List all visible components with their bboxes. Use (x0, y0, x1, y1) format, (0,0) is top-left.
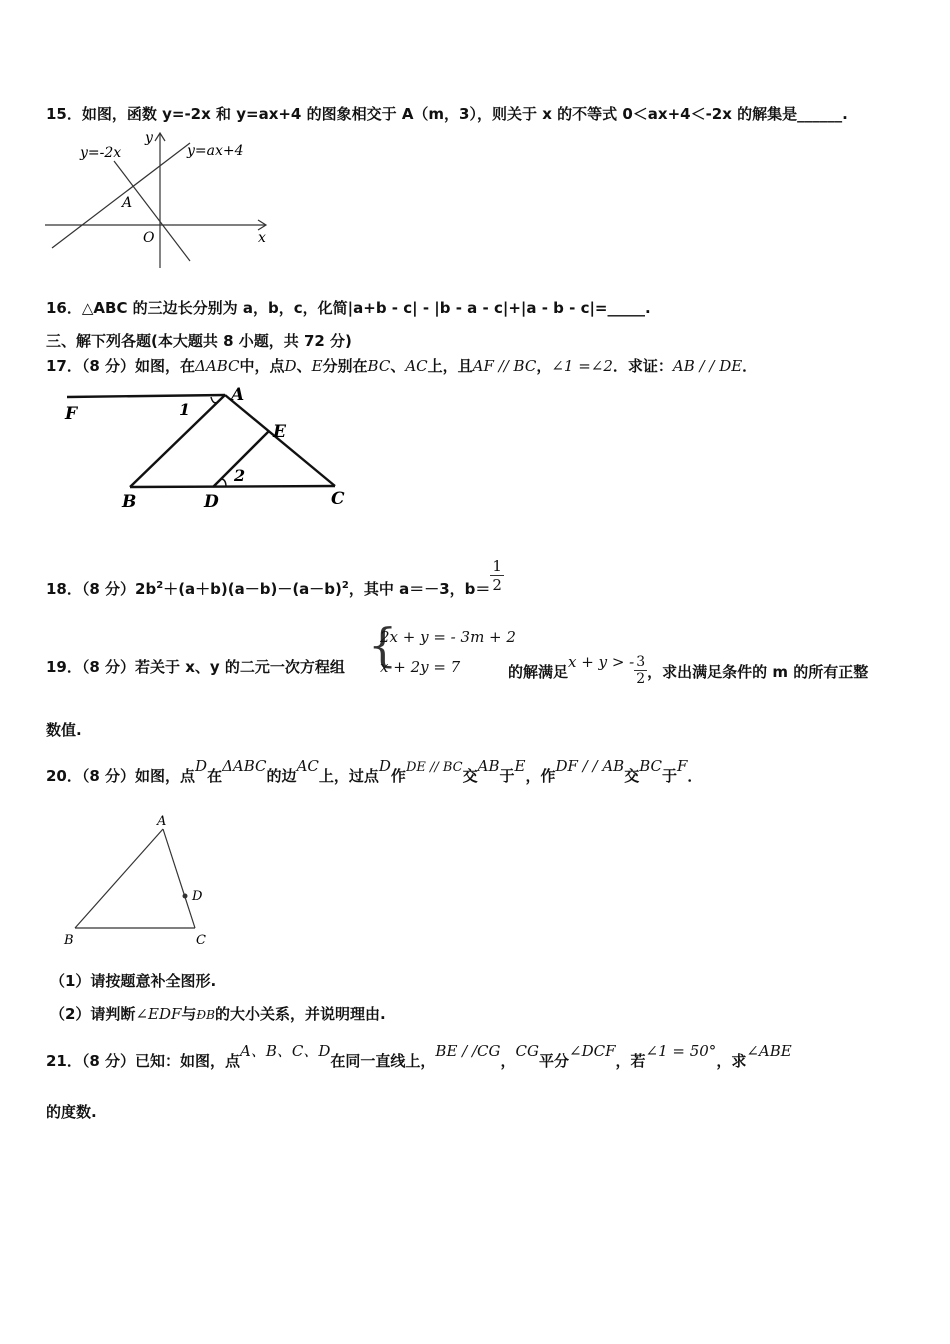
q20-sub2: （2）请判断∠EDF与ÐB的大小关系，并说明理由. (50, 1005, 386, 1023)
svg-text:A: A (231, 385, 245, 405)
label-origin: O (143, 230, 155, 246)
svg-text:F: F (65, 404, 78, 424)
svg-text:D: D (192, 889, 203, 904)
svg-text:C: C (196, 933, 206, 948)
q19-text-3: 数值. (46, 721, 82, 739)
q15-figure (40, 128, 280, 273)
q20-figure (55, 812, 225, 952)
q18-text: 18．（8 分）$2b^2+(a+b)(a-b)-(a-b)^2$，其中 a＝－3，b＝ $\frac{1}{2}$ (46, 557, 502, 598)
q17-text: 17．（8 分）如图，在ΔABC中，点D、E分别在BC、AC上，且AF // BC，∠1 =∠2．求证：AB / / DE． (46, 357, 758, 375)
svg-text:B: B (122, 492, 137, 512)
line-neg2x (114, 161, 190, 261)
svg-text:1: 1 (179, 400, 191, 419)
svg-text:C: C (331, 489, 345, 509)
label-x: x (258, 230, 266, 246)
label-y: y (145, 130, 153, 146)
label-line1: y=-2x (80, 145, 122, 161)
svg-text:E: E (273, 422, 286, 442)
section3-heading: 三、解下列各题(本大题共 8 小题，共 72 分) (46, 332, 352, 350)
q21-text: 21．（8 分）已知：如图，点A、B、C、D在同一直线上，BE / /CG，CG平分∠DCF，若∠1 = 50°，求∠ABE (46, 1042, 792, 1070)
svg-text:B: B (64, 933, 74, 948)
svg-text:D: D (204, 492, 219, 512)
q20-sub1: （1）请按题意补全图形. (50, 972, 217, 990)
q21-text-2: 的度数. (46, 1103, 97, 1121)
q20-text: 20．（8 分）如图，点D在ΔABC的边AC上，过点D作DE // BC交AB于E，作DF / / AB交BC于F． (46, 757, 703, 785)
svg-text:A: A (157, 814, 167, 829)
q17-figure (55, 383, 355, 513)
q15-text: 15．如图，函数 y=-2x 和 y=ax+4 的图象相交于 A（m，3），则关于 x 的不等式 0＜ax+4＜-2x 的解集是______. (46, 105, 848, 123)
label-line2: y=ax+4 (187, 143, 244, 159)
q18-fraction: $\frac{1}{2}$ (492, 557, 502, 594)
q16-text: 16．△ABC 的三边长分别为 a，b，c，化简|a+b - c| - |b - a - c|+|a - b - c|=_____. (46, 299, 651, 317)
label-point-a: A (122, 195, 133, 211)
svg-text:2: 2 (234, 466, 246, 485)
q19-text-2: 的解满足x + y > - $\frac{3}{2}$ ，求出满足条件的 m 的所有正整 (508, 653, 869, 687)
q19-text-1: 19．（8 分）若关于 x、y 的二元一次方程组 (46, 658, 345, 676)
